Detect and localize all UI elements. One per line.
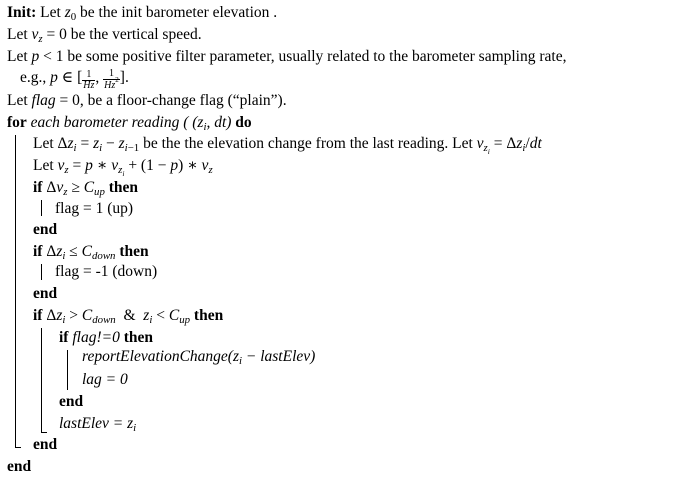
init-line — [7, 3, 277, 23]
speed-update-line: Let $v_z = p$ ∗ $v_{z_i} + (1 - p)$ ∗ $v_z$ — [33, 157, 213, 178]
for-block-bar — [15, 135, 16, 447]
if-down-line: if $\Delta z_i \le C_{down}$ then — [33, 243, 149, 262]
flag-line: Let flag = 0, be a floor-change flag (“plain”). — [7, 92, 287, 109]
if-flag-bar — [67, 350, 68, 390]
end-if-flag: end — [59, 393, 84, 410]
end-if-down: end — [33, 285, 58, 302]
filter-param-line: Let p < 1 be some positive filter parameter, usually related to the barometer sampling rate, — [7, 48, 567, 65]
for-keyword: for — [7, 114, 27, 131]
if-up-bar — [41, 200, 42, 216]
lag-line: lag = 0 — [82, 371, 128, 388]
if-down-bar — [41, 264, 42, 280]
init-text: Let $z_0$ be the init barometer elevation . — [40, 4, 278, 23]
if-up-line: if $\Delta v_z \ge C_{up}$ then — [33, 179, 139, 198]
end-if-up: end — [33, 221, 58, 238]
filter-range-line: e.g., p ∈ [ $\frac{1}{Hz}$ , $\frac{1}{Hz^2}$ ]. — [20, 68, 129, 91]
flag-up-line: flag = 1 (up) — [55, 200, 134, 217]
for-block-foot — [15, 447, 21, 448]
if-change-bar — [41, 328, 42, 432]
report-line: $reportElevationChange(z_i$ − lastElev) — [82, 348, 316, 367]
end-if-change: end — [33, 436, 58, 453]
if-flag-line: if flag!=0 then — [59, 329, 153, 346]
vertical-speed-line: Let $v_z = 0$ be the vertical speed. — [7, 26, 202, 45]
for-line: for each barometer reading ( ($z_i$, dt) do — [7, 114, 252, 133]
last-elev-line: lastElev = $z_i$ — [59, 415, 137, 434]
do-keyword: do — [235, 114, 252, 131]
delta-line: Let $\Delta z_i = z_i - z_{i-1}$ be the the elevation change from the last reading. Let $v_{z_i} = \Delta z_i/dt$ — [33, 135, 542, 156]
if-change-foot — [41, 432, 47, 433]
end-for: end — [7, 458, 32, 475]
flag-down-line: flag = -1 (down) — [55, 263, 158, 280]
init-keyword: Init: — [7, 4, 37, 21]
if-change-line: if $\Delta z_i > C_{down}$ & $z_i < C_{up}$ then — [33, 307, 224, 326]
